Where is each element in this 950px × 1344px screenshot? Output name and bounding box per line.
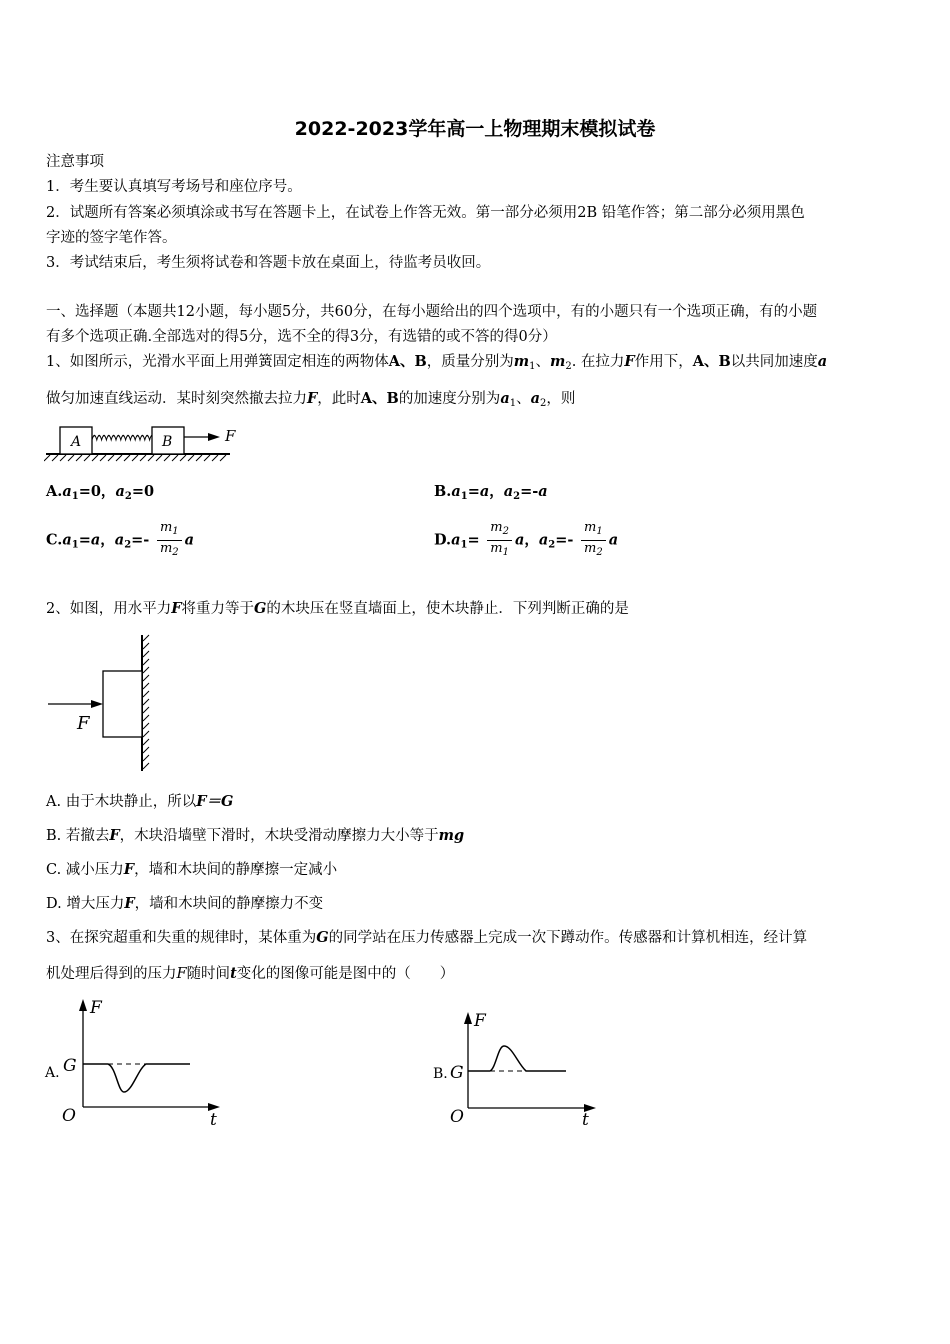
q2-option-c[interactable]: C. 减小压力F，墙和木块间的静摩擦一定减小: [46, 861, 338, 878]
graph-b-option-label: B.: [433, 1066, 448, 1082]
graph-a-x-label: t: [210, 1110, 217, 1130]
section-instructions-line-1: 一、选择题（本题共12小题，每小题5分，共60分，在每小题给出的四个选项中，有的小题只有一个选项正确，有的小题: [46, 304, 818, 320]
graph-a-curve: [83, 1064, 190, 1092]
graph-b-y-label: F: [474, 1011, 486, 1031]
block-b-label: B: [162, 434, 173, 450]
graph-a-y-arrowhead: [79, 999, 87, 1011]
notice-item-2: 2．试题所有答案必须填涂或书写在答题卡上，在试卷上作答无效。第一部分必须用2B 铅笔作答；第二部分必须用黑色: [46, 205, 805, 221]
q3-graph-b[interactable]: [428, 1008, 608, 1130]
question-2-stem: 2、如图，用水平力F将重力等于G的木块压在竖直墙面上，使木块静止．下列判断正确的是: [46, 600, 629, 617]
q2-option-a[interactable]: A. 由于木块静止，所以F＝G: [46, 793, 234, 810]
wooden-block: [103, 671, 142, 737]
fraction-m1-over-m2: $\frac{m_1}{m_2}$: [157, 520, 182, 561]
q2-option-b[interactable]: B. 若撤去F，木块沿墙壁下滑时，木块受滑动摩擦力大小等于mg: [46, 827, 465, 844]
force-arrowhead: [208, 433, 220, 441]
q1-option-c[interactable]: $C.a_1=a$，$a_2=-$ $\frac{m_1}{m_2}$ a: [46, 520, 194, 561]
notice-item-1: 1．考生要认真填写考场号和座位序号。: [46, 179, 302, 195]
force-arrowhead: [91, 700, 103, 708]
q3-graph-a[interactable]: [40, 995, 230, 1130]
question-3-stem-line-2: 机处理后得到的压力F随时间t变化的图像可能是图中的（ ）: [46, 965, 455, 982]
q1-option-d[interactable]: $D.a_1=$ $\frac{m_2}{m_1}$ a，$a_2=-$ $\frac{m_1}{m_2}$ a: [434, 520, 618, 561]
fraction-m2-over-m1: $\frac{m_2}{m_1}$: [487, 520, 512, 561]
fraction-m1-over-m2: $\frac{m_1}{m_2}$: [581, 520, 606, 561]
graph-b-curve: [468, 1046, 566, 1071]
graph-a-origin-label: O: [62, 1106, 76, 1126]
graph-a-g-label: G: [63, 1056, 77, 1076]
notice-item-2-cont: 字迹的签字笔作答。: [46, 230, 177, 246]
notice-item-3: 3．考试结束后，考生须将试卷和答题卡放在桌面上，待监考员收回。: [46, 255, 491, 271]
page-title: 2022-2023学年高一上物理期末模拟试卷: [294, 118, 656, 140]
force-label: F: [77, 713, 90, 734]
spring: [92, 436, 154, 441]
graph-b-x-label: t: [582, 1110, 589, 1130]
question-1-stem-line-1: 1、如图所示，光滑水平面上用弹簧固定相连的两物体A、B，质量分别为$m_1$、$m_2$. 在拉力F作用下，A、B以共同加速度a: [46, 353, 828, 372]
notice-heading: 注意事项: [46, 154, 104, 170]
block-a-label: A: [71, 434, 82, 450]
graph-a-option-label: A.: [45, 1065, 60, 1081]
section-instructions-line-2: 有多个选项正确.全部选对的得5分，选不全的得3分，有选错的或不答的得0分）: [46, 329, 557, 345]
graph-b-g-label: G: [450, 1063, 464, 1083]
q2-option-d[interactable]: D. 增大压力F，墙和木块间的静摩擦力不变: [46, 895, 324, 912]
q1-option-a[interactable]: $A.a_1=0$，$a_2=0$: [46, 483, 155, 502]
graph-b-origin-label: O: [450, 1107, 464, 1127]
block-wall-diagram: [44, 633, 164, 773]
spring-blocks-diagram: [44, 420, 244, 466]
question-1-stem-line-2: 做匀加速直线运动．某时刻突然撤去拉力F，此时A、B的加速度分别为$a_1$、$a_2$，则: [46, 390, 576, 409]
question-3-stem-line-1: 3、在探究超重和失重的规律时，某体重为G的同学站在压力传感器上完成一次下蹲动作。传感器和计算机相连，经计算: [46, 929, 808, 946]
force-label: F: [225, 427, 236, 445]
graph-a-y-label: F: [90, 998, 102, 1018]
graph-b-y-arrowhead: [464, 1012, 472, 1024]
q1-option-b[interactable]: $B.a_1=a$，$a_2=-a$: [434, 483, 548, 502]
